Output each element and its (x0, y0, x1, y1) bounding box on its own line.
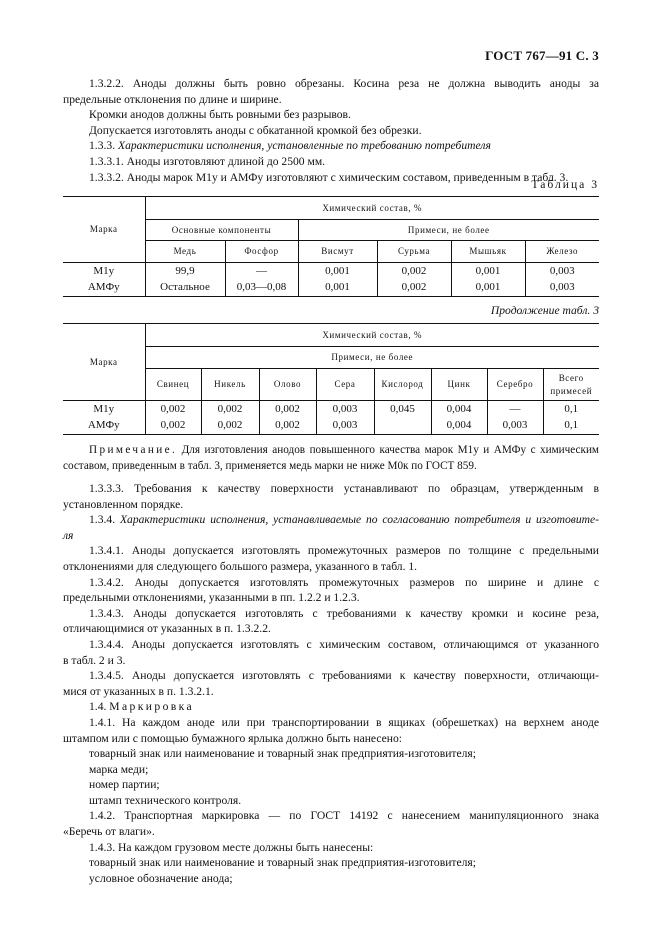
cell: 0,001 (298, 263, 377, 280)
text-line: 1.3.3.3. Требования к качеству поверхности устанавливают по образцам, утвержденным в (89, 482, 599, 495)
cell: 0,002 (259, 418, 316, 435)
cell: 0,002 (259, 401, 316, 418)
text-line: ля (63, 528, 74, 542)
text-line: отклонениями для следующего большого размера, указанного в табл. 1. (63, 559, 418, 573)
text-line: 1.3.3.1. Аноды изготовляют длиной до 2500 мм. (89, 154, 326, 168)
text-line: 1.3.2.2. Аноды должны быть ровно обрезаны. Косина реза не должна выводить аноды за (89, 77, 599, 90)
section-number: 1.3.3. (89, 139, 116, 153)
text-line: 1.3.3.2. Аноды марок М1у и АМФу изготовляют с химическим составом, приведенным в табл. 3. (89, 170, 569, 184)
text-line: Кромки анодов должны быть ровными без разрывов. (89, 108, 351, 122)
cell: 0,045 (374, 401, 431, 418)
text-line: 1.4.1. На каждом аноде или при транспортировании в ящиках (обрешетках) на верхнем аноде (89, 715, 599, 729)
table-note (63, 443, 599, 474)
col-header: Цинк (431, 369, 487, 401)
col-header: Олово (259, 369, 316, 401)
col-header: Мышьяк (451, 241, 525, 263)
text-line: 1.3.4.2. Аноды допускается изготовлять промежуточных размеров по ширине и длине с (89, 575, 599, 589)
text-line: предельные отклонения по длине и ширине. (63, 92, 282, 106)
col-header-line: Всего (558, 372, 584, 383)
section-title: Характеристики исполнения, устанавливаемые по согласованию потребителя и изготовите- (119, 513, 599, 527)
cell: 0,004 (431, 401, 487, 418)
text-line: мися от указанных в п. 1.3.2.1. (63, 684, 214, 698)
col-header-total (543, 369, 599, 401)
note-line (63, 443, 599, 459)
cell: 0,003 (487, 418, 543, 435)
section-heading (63, 699, 599, 715)
cell: 99,9 (145, 263, 225, 280)
cell: 0,003 (525, 280, 599, 297)
cell-mark: АМФу (63, 418, 145, 435)
section-heading (63, 138, 599, 154)
section-title: Маркировка (109, 700, 195, 714)
col-header: Свинец (145, 369, 201, 401)
cell: 0,002 (145, 401, 201, 418)
section-title: Характеристики исполнения, установленные по требованию потребителя (118, 139, 491, 153)
text-line: 1.3.4.1. Аноды допускается изготовлять промежуточных размеров по толщине с предельными (89, 544, 599, 558)
list-item: номер партии; (89, 778, 160, 792)
cell: 0,001 (298, 280, 377, 297)
cell-mark: М1у (93, 402, 115, 415)
subheader-impurities: Примеси, не более (298, 220, 599, 241)
note-text: Для изготовления анодов повышенного качества марок М1у и АМФу с химическим (181, 444, 600, 456)
cell: 0,1 (543, 418, 599, 435)
top-paragraphs (63, 76, 599, 185)
cell: 0,002 (145, 418, 201, 435)
cell: 0,03—0,08 (225, 280, 298, 297)
cell: 0,002 (377, 280, 451, 297)
cell: 0,003 (525, 263, 599, 280)
cell: 0,002 (201, 401, 259, 418)
col-header: Сера (316, 369, 374, 401)
table-caption: Таблица 3 (531, 178, 599, 191)
table-row (63, 263, 599, 280)
cell: 0,003 (316, 418, 374, 435)
table-row (63, 418, 599, 435)
section-number: 1.4. (89, 700, 107, 714)
cell: 0,001 (451, 280, 525, 297)
table-row (63, 401, 599, 418)
chemical-composition-table-continued (63, 323, 599, 435)
cell: 0,003 (316, 401, 374, 418)
col-header: Кислород (374, 369, 431, 401)
cell: 0,1 (543, 401, 599, 418)
text-line: 1.3.4.5. Аноды допускается изготовлять с требованиями к качеству поверхности, отличающи- (89, 669, 599, 683)
list-item: товарный знак или наименование и товарный знак предприятия-изготовителя; (89, 856, 476, 870)
cell-mark: М1у (93, 264, 115, 277)
cell: 0,002 (377, 263, 451, 280)
col-header-mark: Марка (63, 197, 145, 263)
text-line: 1.4.3. На каждом грузовом месте должны быть нанесены: (89, 840, 374, 854)
note-label: Примечание. (89, 444, 178, 456)
cell-mark: АМФу (63, 280, 145, 297)
cell: Остальное (145, 280, 225, 297)
list-item: условное обозначение анода; (89, 871, 233, 885)
cell: — (487, 401, 543, 418)
text-line: 1.3.4.3. Аноды допускается изготовлять с требованиями к качеству кромки и косине реза, (89, 606, 599, 620)
subheader-impurities: Примеси, не более (145, 347, 599, 369)
cell: 0,004 (431, 418, 487, 435)
col-header-line: примесей (550, 385, 593, 396)
text-line: штампом или с помощью бумажного ярлыка должно быть нанесено: (63, 731, 403, 745)
text-line: Допускается изготовлять аноды с обкатанной кромкой без обрезки. (89, 123, 422, 137)
col-header: Сурьма (377, 241, 451, 263)
group-header: Химический состав, % (145, 324, 599, 347)
text-line: в табл. 2 и 3. (63, 653, 126, 667)
list-item: штамп технического контроля. (89, 793, 242, 807)
list-item: товарный знак или наименование и товарный знак предприятия-изготовителя; (89, 747, 476, 761)
cell: 0,001 (451, 263, 525, 280)
col-header: Висмут (298, 241, 377, 263)
cell-empty (374, 418, 431, 435)
col-header-mark: Марка (63, 324, 145, 401)
subheader-main: Основные компоненты (145, 220, 298, 241)
note-line: составом, приведенным в табл. 3, применяется медь марки не ниже М0к по ГОСТ 859. (63, 459, 477, 472)
col-header: Железо (525, 241, 599, 263)
col-header: Медь (145, 241, 225, 263)
text-line: установленном порядке. (63, 497, 184, 511)
col-header: Серебро (487, 369, 543, 401)
text-line: 1.4.2. Транспортная маркировка — по ГОСТ 14192 с нанесением манипуляционного знака (89, 809, 599, 823)
col-header: Фосфор (225, 241, 298, 263)
section-heading (63, 512, 599, 528)
body-text (63, 481, 599, 886)
page-header: ГОСТ 767—91 С. 3 (485, 48, 599, 63)
text-line: 1.3.4.4. Аноды допускается изготовлять с химическим составом, отличающимся от указанного (89, 637, 599, 651)
text-line: «Беречь от влаги». (63, 825, 155, 839)
cell: 0,002 (201, 418, 259, 435)
section-number: 1.3.4. (89, 513, 116, 527)
group-header: Химический состав, % (145, 197, 599, 220)
chemical-composition-table (63, 196, 599, 297)
table-row (63, 280, 599, 297)
text-line: предельными отклонениями, указанными в пп. 1.2.2 и 1.2.3. (63, 591, 360, 605)
table-continuation-caption: Продолжение табл. 3 (490, 304, 599, 317)
col-header: Никель (201, 369, 259, 401)
list-item: марка меди; (89, 762, 149, 776)
text-line: отличающимися от указанных в п. 1.3.2.2. (63, 622, 271, 636)
cell: — (225, 263, 298, 280)
